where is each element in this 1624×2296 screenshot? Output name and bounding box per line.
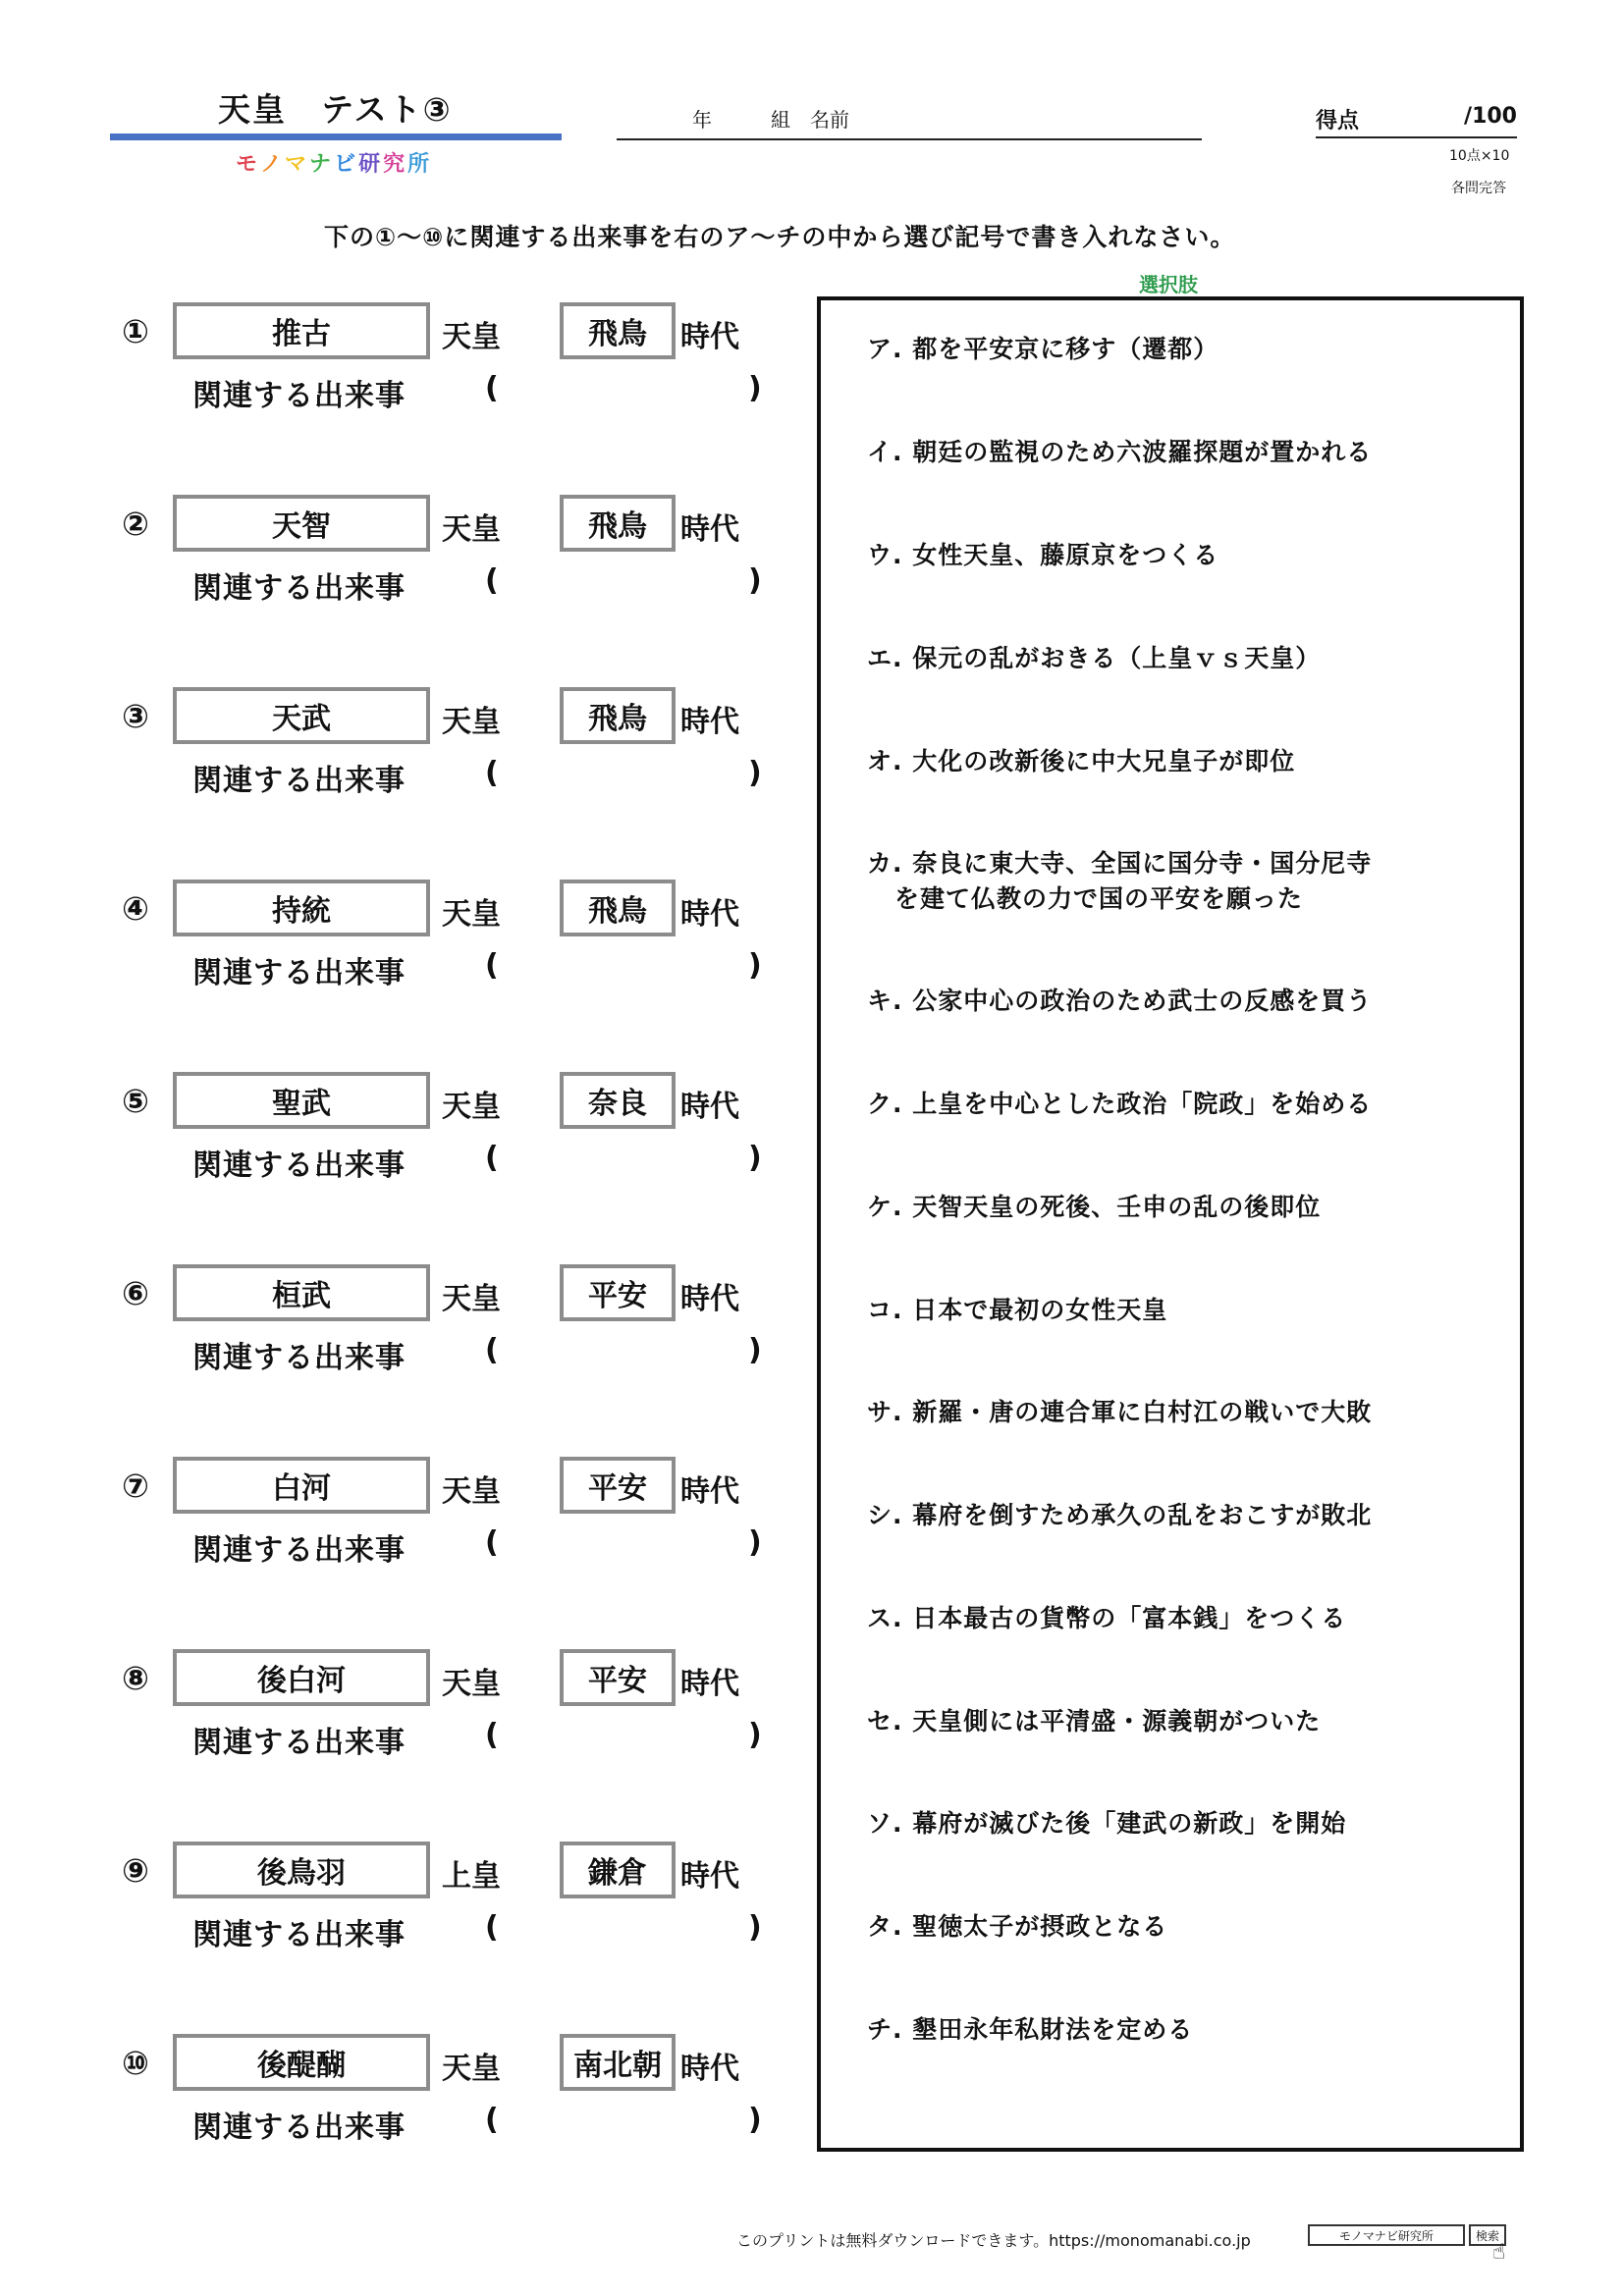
- period-box: 平安: [560, 1457, 676, 1514]
- emperor-name-box: 天武: [173, 687, 430, 744]
- period-box: 南北朝: [560, 2034, 676, 2091]
- question-number: ④: [122, 889, 149, 928]
- choice-item: ケ. 天智天皇の死後、壬申の乱の後即位: [867, 1193, 1322, 1221]
- name-field-label: 年 組 名前: [692, 108, 849, 132]
- scoring-note-2: 各問完答: [1451, 181, 1506, 196]
- choice-item: ウ. 女性天皇、藤原京をつくる: [867, 541, 1219, 569]
- title-underline-bar: [110, 133, 562, 140]
- question-number: ①: [122, 312, 149, 350]
- period-box: 平安: [560, 1649, 676, 1706]
- emperor-title: 天皇: [442, 1282, 501, 1316]
- choice-item: ク. 上皇を中心とした政治「院政」を始める: [867, 1090, 1373, 1118]
- answer-open-paren[interactable]: (: [485, 1718, 499, 1752]
- name-field-line[interactable]: [617, 138, 1202, 140]
- footer-search-button[interactable]: 検索: [1469, 2224, 1506, 2246]
- emperor-name-box: 持統: [173, 880, 430, 936]
- choice-item: ス. 日本最古の貨幣の「富本銭」をつくる: [867, 1604, 1347, 1632]
- answer-close-paren: ): [748, 1141, 762, 1175]
- answer-open-paren[interactable]: (: [485, 563, 499, 598]
- period-box: 飛鳥: [560, 687, 676, 744]
- answer-close-paren: ): [748, 371, 762, 405]
- related-event-label: 関連する出来事: [192, 2110, 406, 2145]
- question-2: [0, 493, 805, 620]
- answer-close-paren: ): [748, 1910, 762, 1945]
- question-5: [0, 1070, 805, 1198]
- question-1: [0, 300, 805, 428]
- question-9: [0, 1840, 805, 1967]
- choice-item-line-2: を建て仏教の力で国の平安を願った: [894, 884, 1304, 913]
- question-6: [0, 1262, 805, 1390]
- scoring-note: 10点×10: [1449, 148, 1510, 164]
- footer-search-box[interactable]: モノマナビ研究所: [1308, 2224, 1465, 2246]
- answer-close-paren: ): [748, 563, 762, 598]
- choice-item-line-1: カ. 奈良に東大寺、全国に国分寺・国分尼寺: [867, 849, 1373, 878]
- emperor-title: 天皇: [442, 897, 501, 932]
- emperor-title: 上皇: [442, 1859, 501, 1894]
- period-box: 鎌倉: [560, 1842, 676, 1898]
- instruction-text: 下の①～⑩に関連する出来事を右のア～チの中から選び記号で書き入れなさい。: [324, 223, 1236, 251]
- choice-item: ア. 都を平安京に移す（遷都）: [867, 335, 1219, 363]
- related-event-label: 関連する出来事: [192, 571, 406, 606]
- question-number: ⑩: [122, 2044, 149, 2082]
- question-number: ③: [122, 697, 149, 735]
- answer-open-paren[interactable]: (: [485, 2103, 499, 2137]
- era-label: 時代: [680, 1859, 739, 1894]
- answer-open-paren[interactable]: (: [485, 756, 499, 790]
- emperor-name-box: 後醍醐: [173, 2034, 430, 2091]
- answer-close-paren: ): [748, 948, 762, 983]
- era-label: 時代: [680, 705, 739, 739]
- related-event-label: 関連する出来事: [192, 1148, 406, 1183]
- question-number: ②: [122, 505, 149, 543]
- answer-close-paren: ): [748, 1718, 762, 1752]
- answer-close-paren: ): [748, 1333, 762, 1367]
- emperor-name-box: 天智: [173, 495, 430, 552]
- worksheet-title: 天皇 テスト③: [218, 90, 453, 129]
- question-3: [0, 685, 805, 813]
- period-box: 飛鳥: [560, 302, 676, 359]
- choice-item: コ. 日本で最初の女性天皇: [867, 1296, 1168, 1324]
- emperor-title: 天皇: [442, 320, 501, 354]
- score-field[interactable]: [1316, 104, 1517, 138]
- era-label: 時代: [680, 1474, 739, 1509]
- choice-item: セ. 天皇側には平清盛・源義朝がついた: [867, 1707, 1322, 1735]
- choice-item: タ. 聖徳太子が摂政となる: [867, 1912, 1168, 1941]
- score-value: /100: [1464, 104, 1517, 129]
- question-8: [0, 1647, 805, 1775]
- emperor-name-box: 後白河: [173, 1649, 430, 1706]
- question-number: ⑦: [122, 1467, 149, 1505]
- related-event-label: 関連する出来事: [192, 379, 406, 413]
- choice-item: イ. 朝廷の監視のため六波羅探題が置かれる: [867, 438, 1373, 466]
- footer-text: このプリントは無料ダウンロードできます。https://monomanabi.co.jp: [736, 2231, 1251, 2250]
- related-event-label: 関連する出来事: [192, 1726, 406, 1760]
- related-event-label: 関連する出来事: [192, 1918, 406, 1952]
- choice-item: チ. 墾田永年私財法を定める: [867, 2015, 1194, 2044]
- question-number: ⑤: [122, 1082, 149, 1120]
- answer-open-paren[interactable]: (: [485, 371, 499, 405]
- answer-open-paren[interactable]: (: [485, 1910, 499, 1945]
- related-event-label: 関連する出来事: [192, 956, 406, 990]
- answer-open-paren[interactable]: (: [485, 948, 499, 983]
- emperor-title: 天皇: [442, 705, 501, 739]
- emperor-name-box: 桓武: [173, 1264, 430, 1321]
- answer-open-paren[interactable]: (: [485, 1333, 499, 1367]
- related-event-label: 関連する出来事: [192, 764, 406, 798]
- choice-item: ソ. 幕府が滅びた後「建武の新政」を開始: [867, 1809, 1347, 1838]
- emperor-name-box: 推古: [173, 302, 430, 359]
- era-label: 時代: [680, 512, 739, 547]
- choice-item: シ. 幕府を倒すため承久の乱をおこすが敗北: [867, 1501, 1373, 1529]
- emperor-name-box: 白河: [173, 1457, 430, 1514]
- question-number: ⑧: [122, 1659, 149, 1697]
- emperor-name-box: 後鳥羽: [173, 1842, 430, 1898]
- period-box: 飛鳥: [560, 880, 676, 936]
- era-label: 時代: [680, 2052, 739, 2086]
- answer-close-paren: ): [748, 2103, 762, 2137]
- emperor-title: 天皇: [442, 1090, 501, 1124]
- choice-item: オ. 大化の改新後に中大兄皇子が即位: [867, 747, 1296, 775]
- era-label: 時代: [680, 320, 739, 354]
- emperor-title: 天皇: [442, 1667, 501, 1701]
- pointer-hand-icon: ☝: [1492, 2240, 1506, 2265]
- answer-open-paren[interactable]: (: [485, 1525, 499, 1560]
- related-event-label: 関連する出来事: [192, 1341, 406, 1375]
- question-7: [0, 1455, 805, 1582]
- choice-item: サ. 新羅・唐の連合軍に白村江の戦いで大敗: [867, 1398, 1373, 1426]
- period-box: 奈良: [560, 1072, 676, 1129]
- choice-item: キ. 公家中心の政治のため武士の反感を買う: [867, 987, 1373, 1015]
- emperor-title: 天皇: [442, 512, 501, 547]
- question-10: [0, 2032, 805, 2160]
- related-event-label: 関連する出来事: [192, 1533, 406, 1568]
- era-label: 時代: [680, 1282, 739, 1316]
- answer-close-paren: ): [748, 1525, 762, 1560]
- emperor-title: 天皇: [442, 2052, 501, 2086]
- period-box: 飛鳥: [560, 495, 676, 552]
- period-box: 平安: [560, 1264, 676, 1321]
- choice-item: [867, 846, 1372, 917]
- answer-close-paren: ): [748, 756, 762, 790]
- score-label: 得点: [1316, 109, 1360, 133]
- question-number: ⑨: [122, 1851, 149, 1890]
- era-label: 時代: [680, 1667, 739, 1701]
- brand-logo: モノマナビ研究所: [236, 152, 433, 177]
- question-number: ⑥: [122, 1274, 149, 1312]
- era-label: 時代: [680, 1090, 739, 1124]
- choice-item: エ. 保元の乱がおきる（上皇ｖｓ天皇）: [867, 644, 1322, 672]
- choices-label: 選択肢: [1139, 273, 1198, 296]
- era-label: 時代: [680, 897, 739, 932]
- question-4: [0, 878, 805, 1005]
- emperor-name-box: 聖武: [173, 1072, 430, 1129]
- answer-open-paren[interactable]: (: [485, 1141, 499, 1175]
- emperor-title: 天皇: [442, 1474, 501, 1509]
